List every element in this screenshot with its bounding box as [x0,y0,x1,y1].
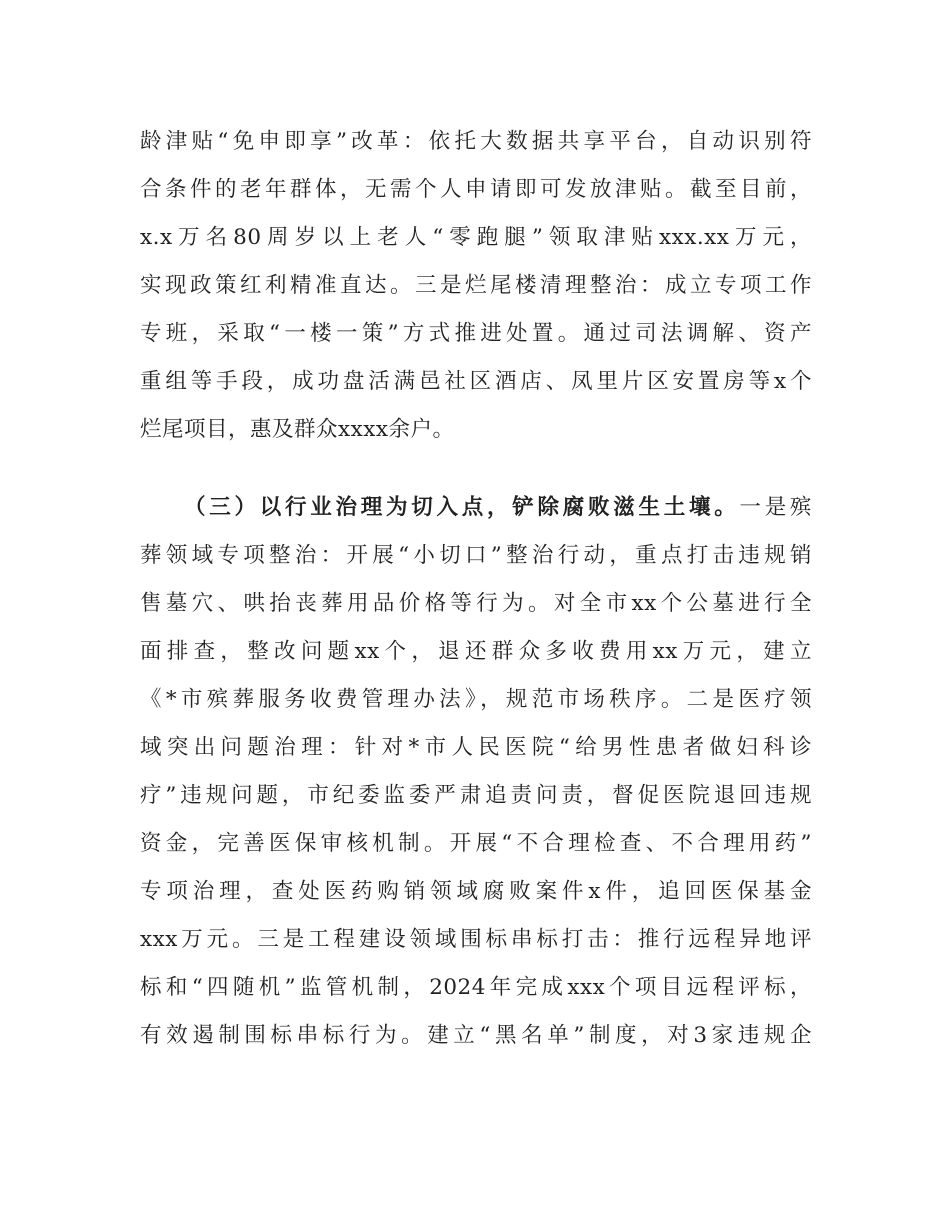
paragraph-line: 重组等手段，成功盘活满邑社区酒店、凤里片区安置房等x个 [140,369,812,394]
paragraph-line: 标和“四随机”监管机制，2024年完成xxx个项目远程评标， [140,975,812,1000]
paragraph-line: 域突出问题治理：针对*市人民医院“给男性患者做妇科诊 [140,735,812,760]
paragraph-line: 专项治理，查处医药购销领域腐败案件x件，追回医保基金 [140,879,812,904]
heading-line-rest: 一是殡 [739,495,812,520]
paragraph-line: 售墓穴、哄抬丧葬用品价格等行为。对全市xx个公墓进行全 [140,591,812,616]
paragraph-line: 《*市殡葬服务收费管理办法》，规范市场秩序。二是医疗领 [140,687,812,712]
paragraph-line: 烂尾项目，惠及群众xxxx余户。 [140,417,455,442]
paragraph-line: x.x万名80周岁以上老人“零跑腿”领取津贴xxx.xx万元， [140,225,812,250]
paragraph-line: 有效遏制围标串标行为。建立“黑名单”制度，对3家违规企 [140,1023,812,1048]
paragraph-line: 合条件的老年群体，无需个人申请即可发放津贴。截至目前， [140,177,812,202]
paragraph-line: 专班，采取“一楼一策”方式推进处置。通过司法调解、资产 [140,321,812,346]
section-heading-line [140,484,812,532]
paragraph-line: 实现政策红利精准直达。三是烂尾楼清理整治：成立专项工作 [140,273,812,298]
paragraph-line: 资金，完善医保审核机制。开展“不合理检查、不合理用药” [140,831,812,856]
paragraph-line: xxx万元。三是工程建设领域围标串标打击：推行远程异地评 [140,927,812,952]
paragraph-line: 面排查，整改问题xx个，退还群众多收费用xx万元，建立 [140,639,812,664]
paragraph-line: 葬领域专项整治：开展“小切口”整治行动，重点打击违规销 [140,543,812,568]
paragraph-line: 疗”违规问题，市纪委监委严肃追责问责，督促医院退回违规 [140,783,812,808]
paragraph-line: 龄津贴“免申即享”改革：依托大数据共享平台，自动识别符 [140,129,812,154]
section-heading: （三）以行业治理为切入点，铲除腐败滋生土壤。 [184,495,740,520]
